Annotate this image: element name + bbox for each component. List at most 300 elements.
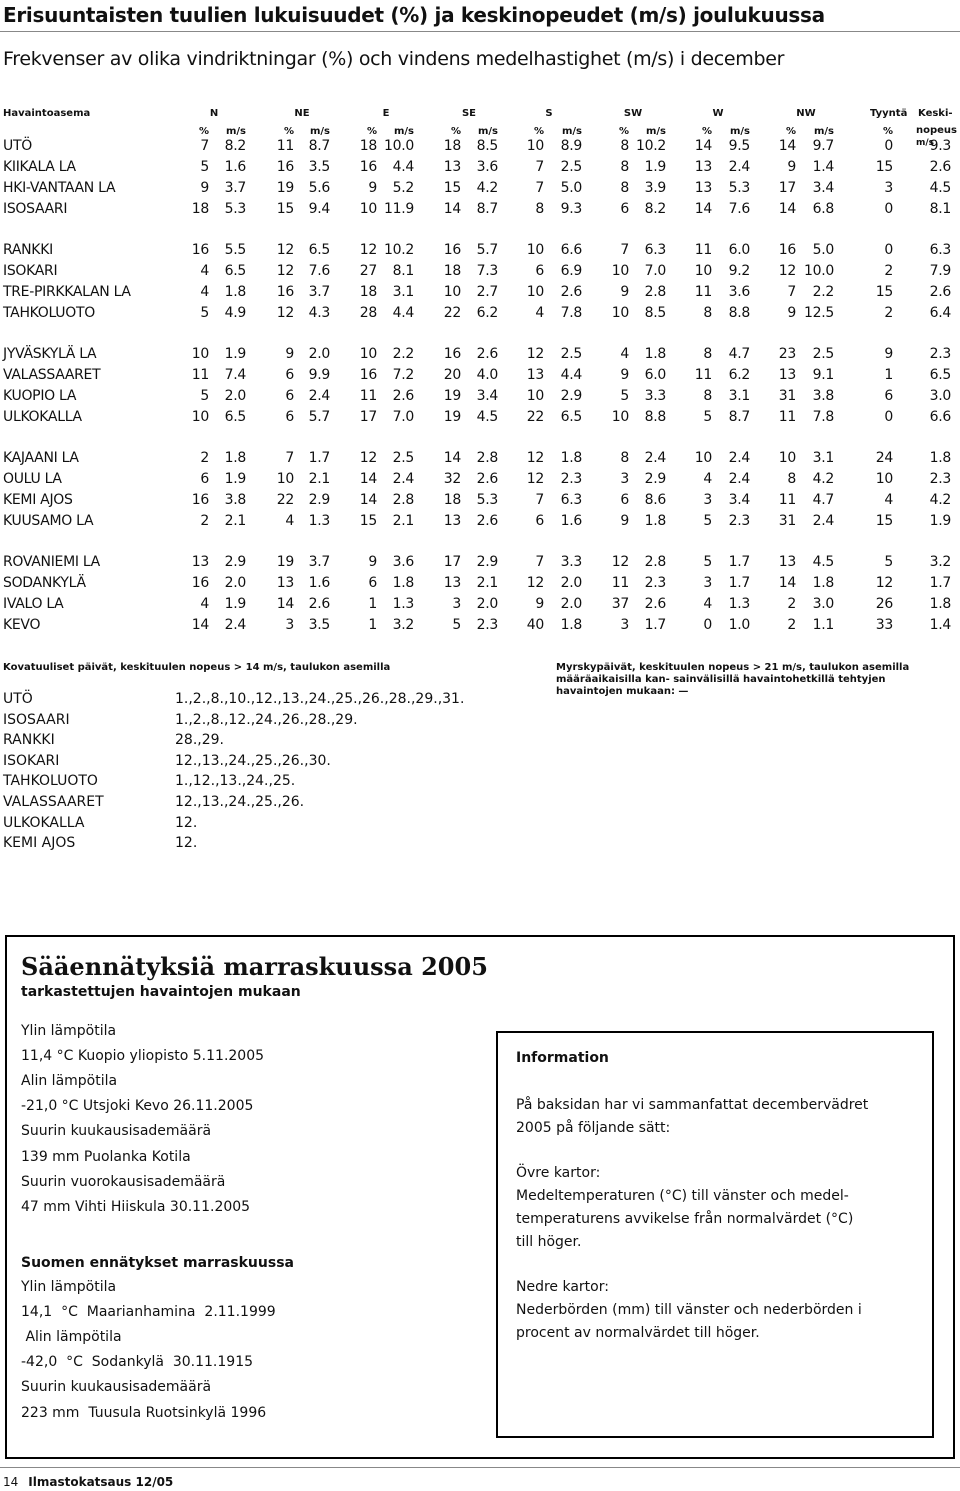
cell-speed: 1.8	[929, 596, 951, 612]
cell-percent: 8	[703, 388, 712, 404]
cell-percent: 14	[443, 201, 461, 217]
cell-percent: 7	[535, 554, 544, 570]
cell-percent: 0	[884, 409, 893, 425]
cell-speed: 2.6	[644, 596, 666, 612]
storm-day-list: 1.,2.,8.,10.,12.,13.,24.,25.,26.,28.,29.,31.	[175, 691, 465, 707]
cell-speed: 2.4	[644, 450, 666, 466]
cell-speed: 2.6	[476, 513, 498, 529]
direction-header-sw: SW	[623, 108, 643, 119]
cell-percent: 12	[276, 242, 294, 258]
unit-ms: m/s	[225, 126, 246, 137]
info-line: procent av normalvärdet till höger.	[516, 1325, 760, 1341]
cell-percent: 13	[526, 367, 544, 383]
cell-speed: 6.3	[929, 242, 951, 258]
cell-speed: 3.8	[224, 492, 246, 508]
info-line: På baksidan har vi sammanfattat decembervädret	[516, 1097, 869, 1113]
cell-speed: 6.5	[308, 242, 330, 258]
cell-speed: 1.8	[224, 284, 246, 300]
cell-speed: 6.5	[560, 409, 582, 425]
cell-speed: 9.5	[728, 138, 750, 154]
cell-percent: 11	[694, 367, 712, 383]
unit-ms: m/s	[645, 126, 666, 137]
station-name: HKI-VANTAAN LA	[3, 180, 116, 196]
cell-speed: 2.0	[560, 575, 582, 591]
cell-percent: 16	[443, 346, 461, 362]
unit-ms: m/s	[477, 126, 498, 137]
cell-speed: 8.1	[392, 263, 414, 279]
cell-percent: 17	[778, 180, 796, 196]
cell-percent: 15	[359, 513, 377, 529]
cell-percent: 14	[778, 575, 796, 591]
cell-percent: 8	[620, 450, 629, 466]
cell-speed: 2.4	[308, 388, 330, 404]
station-name: IVALO LA	[3, 596, 64, 612]
cell-speed: 1.1	[812, 617, 834, 633]
cell-percent: 32	[443, 471, 461, 487]
cell-speed: 2.6	[392, 388, 414, 404]
cell-speed: 3.8	[812, 388, 834, 404]
table-row	[0, 409, 960, 429]
strong-wind-note: Kovatuuliset päivät, keskituulen nopeus > 14 m/s, taulukon asemilla	[3, 662, 391, 673]
cell-percent: 2	[200, 513, 209, 529]
cell-percent: 1	[368, 617, 377, 633]
cell-percent: 28	[359, 305, 377, 321]
cell-speed: 2.5	[560, 159, 582, 175]
record-line: 11,4 °C Kuopio yliopisto 5.11.2005	[21, 1048, 265, 1065]
cell-percent: 9	[200, 180, 209, 196]
cell-speed: 2.0	[224, 575, 246, 591]
table-row	[0, 513, 960, 533]
cell-percent: 16	[191, 242, 209, 258]
cell-percent: 15	[443, 180, 461, 196]
cell-speed: 4.5	[812, 554, 834, 570]
cell-speed: 2.9	[308, 492, 330, 508]
cell-percent: 15	[875, 284, 893, 300]
cell-speed: 2.6	[476, 346, 498, 362]
cell-speed: 4.4	[560, 367, 582, 383]
cell-percent: 9	[368, 180, 377, 196]
direction-header-e: E	[382, 108, 390, 119]
cell-percent: 3	[452, 596, 461, 612]
cell-percent: 10	[526, 138, 544, 154]
cell-speed: 4.3	[308, 305, 330, 321]
storm-day-list: 28.,29.	[175, 732, 224, 749]
cell-speed: 5.3	[476, 492, 498, 508]
cell-percent: 6	[200, 471, 209, 487]
storm-station: ISOKARI	[3, 752, 60, 769]
cell-speed: 4.0	[476, 367, 498, 383]
cell-speed: 2.3	[476, 617, 498, 633]
cell-speed: 3.7	[224, 180, 246, 196]
unit-pct: %	[618, 126, 629, 137]
cell-percent: 31	[778, 388, 796, 404]
cell-percent: 7	[535, 159, 544, 175]
info-line: temperaturens avvikelse från normalvärdet (°C)	[516, 1211, 854, 1227]
cell-percent: 16	[191, 492, 209, 508]
cell-percent: 12	[526, 575, 544, 591]
cell-percent: 5	[200, 388, 209, 404]
cell-speed: 2.0	[560, 596, 582, 612]
cell-percent: 10	[191, 346, 209, 362]
record-line: Suurin kuukausisademäärä	[21, 1123, 212, 1140]
cell-speed: 8.7	[476, 201, 498, 217]
cell-speed: 2.0	[308, 346, 330, 362]
cell-speed: 1.9	[224, 346, 246, 362]
cell-speed: 8.6	[644, 492, 666, 508]
cell-percent: 13	[778, 367, 796, 383]
cell-percent: 13	[694, 159, 712, 175]
station-name: JYVÄSKYLÄ LA	[3, 346, 97, 362]
cell-speed: 1.8	[224, 450, 246, 466]
station-name: KUUSAMO LA	[3, 513, 94, 529]
cell-speed: 1.9	[224, 471, 246, 487]
station-name: ULKOKALLA	[3, 409, 82, 425]
cell-percent: 18	[359, 284, 377, 300]
cell-speed: 2.9	[644, 471, 666, 487]
cell-speed: 1.8	[560, 617, 582, 633]
cell-speed: 6.6	[929, 409, 951, 425]
cell-speed: 10.0	[384, 138, 414, 154]
record-line: Alin lämpötila	[21, 1073, 118, 1090]
cell-speed: 9.9	[308, 367, 330, 383]
cell-percent: 14	[276, 596, 294, 612]
cell-percent: 12	[875, 575, 893, 591]
cell-speed: 1.9	[224, 596, 246, 612]
cell-percent: 17	[359, 409, 377, 425]
station-header: Havaintoasema	[3, 108, 91, 119]
cell-speed: 8.2	[644, 201, 666, 217]
cell-percent: 8	[535, 201, 544, 217]
cell-speed: 2.8	[644, 554, 666, 570]
cell-speed: 1.8	[644, 346, 666, 362]
cell-speed: 10.2	[384, 242, 414, 258]
cell-speed: 5.5	[224, 242, 246, 258]
cell-percent: 2	[787, 596, 796, 612]
table-row	[0, 471, 960, 491]
finnish-record-line: 14,1 °C Maarianhamina 2.11.1999	[21, 1304, 276, 1321]
cell-percent: 16	[191, 575, 209, 591]
cell-percent: 2	[200, 450, 209, 466]
cell-speed: 8.9	[560, 138, 582, 154]
cell-percent: 4	[200, 596, 209, 612]
direction-header-s: S	[545, 108, 553, 119]
cell-percent: 12	[526, 346, 544, 362]
cell-percent: 11	[694, 284, 712, 300]
info-line: Medeltemperaturen (°C) till vänster och medel-	[516, 1188, 849, 1205]
cell-percent: 10	[778, 450, 796, 466]
unit-calm-pct: %	[882, 126, 893, 137]
cell-percent: 26	[875, 596, 893, 612]
cell-percent: 0	[884, 201, 893, 217]
station-name: ISOKARI	[3, 263, 58, 279]
cell-percent: 3	[620, 617, 629, 633]
cell-speed: 3.1	[392, 284, 414, 300]
cell-speed: 9.3	[929, 138, 951, 154]
cell-percent: 8	[620, 180, 629, 196]
cell-percent: 4	[884, 492, 893, 508]
cell-speed: 1.8	[560, 450, 582, 466]
record-line: 47 mm Vihti Hiiskula 30.11.2005	[21, 1198, 251, 1215]
cell-speed: 2.8	[392, 492, 414, 508]
station-name: KIIKALA LA	[3, 159, 76, 175]
cell-percent: 8	[703, 346, 712, 362]
station-name: KEVO	[3, 617, 41, 633]
cell-speed: 2.3	[644, 575, 666, 591]
record-line: 139 mm Puolanka Kotila	[21, 1148, 191, 1165]
cell-speed: 8.5	[476, 138, 498, 154]
cell-speed: 6.3	[644, 242, 666, 258]
cell-speed: 1.8	[929, 450, 951, 466]
cell-percent: 14	[694, 138, 712, 154]
station-name: TRE-PIRKKALAN LA	[3, 284, 131, 300]
cell-speed: 3.2	[392, 617, 414, 633]
cell-percent: 5	[703, 409, 712, 425]
record-line: Suurin vuorokausisademäärä	[21, 1173, 226, 1190]
cell-percent: 7	[535, 492, 544, 508]
cell-speed: 2.6	[929, 284, 951, 300]
cell-percent: 13	[443, 159, 461, 175]
cell-speed: 4.9	[224, 305, 246, 321]
storm-station: ISOSAARI	[3, 711, 70, 728]
finnish-record-line: Alin lämpötila	[21, 1329, 122, 1346]
cell-speed: 6.0	[644, 367, 666, 383]
cell-percent: 18	[443, 138, 461, 154]
cell-speed: 9.4	[308, 201, 330, 217]
cell-percent: 11	[694, 242, 712, 258]
title-divider	[0, 31, 960, 32]
direction-header-nw: NW	[796, 108, 816, 119]
table-row	[0, 450, 960, 470]
cell-percent: 18	[443, 263, 461, 279]
cell-percent: 6	[620, 201, 629, 217]
cell-speed: 4.2	[929, 492, 951, 508]
station-name: KEMI AJOS	[3, 492, 73, 508]
cell-percent: 4	[703, 471, 712, 487]
direction-header-n: N	[209, 108, 219, 119]
cell-percent: 12	[778, 263, 796, 279]
cell-speed: 3.0	[929, 388, 951, 404]
cell-percent: 7	[285, 450, 294, 466]
cell-percent: 16	[276, 159, 294, 175]
cell-percent: 10	[276, 471, 294, 487]
cell-percent: 12	[359, 242, 377, 258]
cell-percent: 18	[191, 201, 209, 217]
calm-header: Tyyntä	[870, 108, 908, 119]
storm-station: ULKOKALLA	[3, 814, 85, 831]
cell-speed: 2.2	[392, 346, 414, 362]
cell-percent: 2	[787, 617, 796, 633]
cell-speed: 4.2	[476, 180, 498, 196]
cell-percent: 11	[778, 492, 796, 508]
footer-divider	[0, 1467, 960, 1468]
cell-percent: 10	[694, 263, 712, 279]
cell-percent: 4	[200, 263, 209, 279]
cell-speed: 8.1	[929, 201, 951, 217]
cell-percent: 13	[191, 554, 209, 570]
direction-header-se: SE	[461, 108, 477, 119]
table-row	[0, 554, 960, 574]
cell-speed: 11.9	[384, 201, 414, 217]
cell-speed: 2.9	[224, 554, 246, 570]
cell-speed: 2.9	[476, 554, 498, 570]
station-name: SODANKYLÄ	[3, 575, 86, 591]
cell-speed: 5.3	[728, 180, 750, 196]
unit-ms: m/s	[729, 126, 750, 137]
cell-percent: 16	[359, 367, 377, 383]
cell-speed: 3.4	[476, 388, 498, 404]
cell-percent: 11	[611, 575, 629, 591]
cell-percent: 24	[875, 450, 893, 466]
cell-speed: 1.8	[812, 575, 834, 591]
cell-speed: 2.7	[476, 284, 498, 300]
cell-percent: 19	[443, 388, 461, 404]
cell-speed: 7.0	[392, 409, 414, 425]
cell-speed: 8.8	[644, 409, 666, 425]
cell-speed: 2.4	[728, 450, 750, 466]
unit-pct: %	[283, 126, 294, 137]
station-name: VALASSAARET	[3, 367, 101, 383]
cell-percent: 4	[200, 284, 209, 300]
cell-speed: 4.7	[812, 492, 834, 508]
table-row	[0, 305, 960, 325]
cell-speed: 8.7	[728, 409, 750, 425]
cell-speed: 7.3	[476, 263, 498, 279]
info-line: Nedre kartor:	[516, 1279, 609, 1296]
cell-percent: 6	[535, 263, 544, 279]
cell-percent: 5	[200, 159, 209, 175]
cell-speed: 7.6	[728, 201, 750, 217]
cell-speed: 2.3	[728, 513, 750, 529]
cell-speed: 6.5	[224, 263, 246, 279]
finnish-record-line: -42,0 °C Sodankylä 30.11.1915	[21, 1354, 254, 1371]
cell-percent: 10	[191, 409, 209, 425]
cell-speed: 2.5	[392, 450, 414, 466]
info-title: Information	[516, 1050, 609, 1066]
cell-speed: 3.6	[476, 159, 498, 175]
station-name: UTÖ	[3, 138, 32, 154]
cell-percent: 23	[778, 346, 796, 362]
station-name: TAHKOLUOTO	[3, 305, 95, 321]
cell-speed: 2.4	[728, 471, 750, 487]
station-name: OULU LA	[3, 471, 62, 487]
unit-pct: %	[366, 126, 377, 137]
cell-percent: 7	[787, 284, 796, 300]
cell-speed: 4.5	[929, 180, 951, 196]
cell-speed: 1.8	[392, 575, 414, 591]
cell-percent: 14	[778, 138, 796, 154]
table-row	[0, 284, 960, 304]
cell-speed: 2.4	[224, 617, 246, 633]
cell-speed: 2.6	[476, 471, 498, 487]
cell-percent: 10	[359, 201, 377, 217]
cell-percent: 11	[359, 388, 377, 404]
cell-percent: 3	[884, 180, 893, 196]
cell-percent: 13	[443, 513, 461, 529]
page-number: 14	[3, 1475, 19, 1489]
info-line: Nederbörden (mm) till vänster och nederbörden i	[516, 1302, 862, 1319]
storm-station: TAHKOLUOTO	[3, 773, 98, 790]
station-name: KAJAANI LA	[3, 450, 79, 466]
cell-percent: 7	[200, 138, 209, 154]
cell-percent: 9	[620, 513, 629, 529]
cell-percent: 14	[191, 617, 209, 633]
cell-percent: 12	[526, 471, 544, 487]
cell-speed: 4.5	[476, 409, 498, 425]
cell-speed: 2.1	[476, 575, 498, 591]
cell-speed: 2.0	[476, 596, 498, 612]
unit-pct: %	[785, 126, 796, 137]
cell-percent: 9	[535, 596, 544, 612]
cell-speed: 2.1	[224, 513, 246, 529]
cell-speed: 3.4	[728, 492, 750, 508]
cell-percent: 9	[787, 305, 796, 321]
cell-percent: 11	[276, 138, 294, 154]
page-title: Erisuuntaisten tuulien lukuisuudet (%) ja keskinopeudet (m/s) joulukuussa	[3, 3, 825, 27]
cell-percent: 0	[884, 242, 893, 258]
cell-speed: 2.1	[308, 471, 330, 487]
cell-percent: 19	[443, 409, 461, 425]
storm-day-list: 12.	[175, 835, 198, 852]
direction-header-w: W	[712, 108, 724, 119]
cell-percent: 9	[884, 346, 893, 362]
unit-ms: m/s	[813, 126, 834, 137]
info-line: Övre kartor:	[516, 1165, 601, 1182]
cell-percent: 22	[276, 492, 294, 508]
cell-speed: 6.4	[929, 305, 951, 321]
cell-percent: 13	[694, 180, 712, 196]
cell-speed: 2.4	[728, 159, 750, 175]
table-row	[0, 388, 960, 408]
cell-percent: 4	[535, 305, 544, 321]
cell-percent: 3	[285, 617, 294, 633]
cell-percent: 5	[703, 554, 712, 570]
info-line: till höger.	[516, 1233, 582, 1250]
cell-speed: 2.1	[392, 513, 414, 529]
cell-speed: 2.3	[560, 471, 582, 487]
cell-speed: 2.8	[476, 450, 498, 466]
station-name: ISOSAARI	[3, 201, 68, 217]
cell-percent: 13	[443, 575, 461, 591]
records-subheading: tarkastettujen havaintojen mukaan	[21, 984, 301, 1000]
station-name: ROVANIEMI LA	[3, 554, 100, 570]
cell-speed: 7.6	[308, 263, 330, 279]
info-line: 2005 på följande sätt:	[516, 1119, 671, 1136]
finnish-record-line: 223 mm Tuusula Ruotsinkylä 1996	[21, 1404, 267, 1421]
direction-header-ne: NE	[294, 108, 310, 119]
cell-speed: 3.3	[644, 388, 666, 404]
page-subtitle: Frekvenser av olika vindriktningar (%) och vindens medelhastighet (m/s) i december	[3, 48, 785, 70]
cell-percent: 15	[875, 513, 893, 529]
storm-day-list: 12.,13.,24.,25.,26.,30.	[175, 752, 331, 769]
cell-percent: 40	[526, 617, 544, 633]
cell-speed: 5.7	[476, 242, 498, 258]
cell-percent: 20	[443, 367, 461, 383]
cell-percent: 6	[620, 492, 629, 508]
cell-speed: 3.3	[560, 554, 582, 570]
avg-speed-header-line2: nopeus	[916, 125, 958, 136]
cell-speed: 7.0	[644, 263, 666, 279]
cell-percent: 1	[368, 596, 377, 612]
cell-speed: 1.9	[644, 159, 666, 175]
table-row	[0, 180, 960, 200]
cell-percent: 14	[359, 492, 377, 508]
cell-percent: 14	[778, 201, 796, 217]
records-heading: Sääennätyksiä marraskuussa 2005	[21, 952, 488, 981]
cell-speed: 5.6	[308, 180, 330, 196]
table-row	[0, 263, 960, 283]
cell-speed: 6.6	[560, 242, 582, 258]
cell-percent: 5	[884, 554, 893, 570]
